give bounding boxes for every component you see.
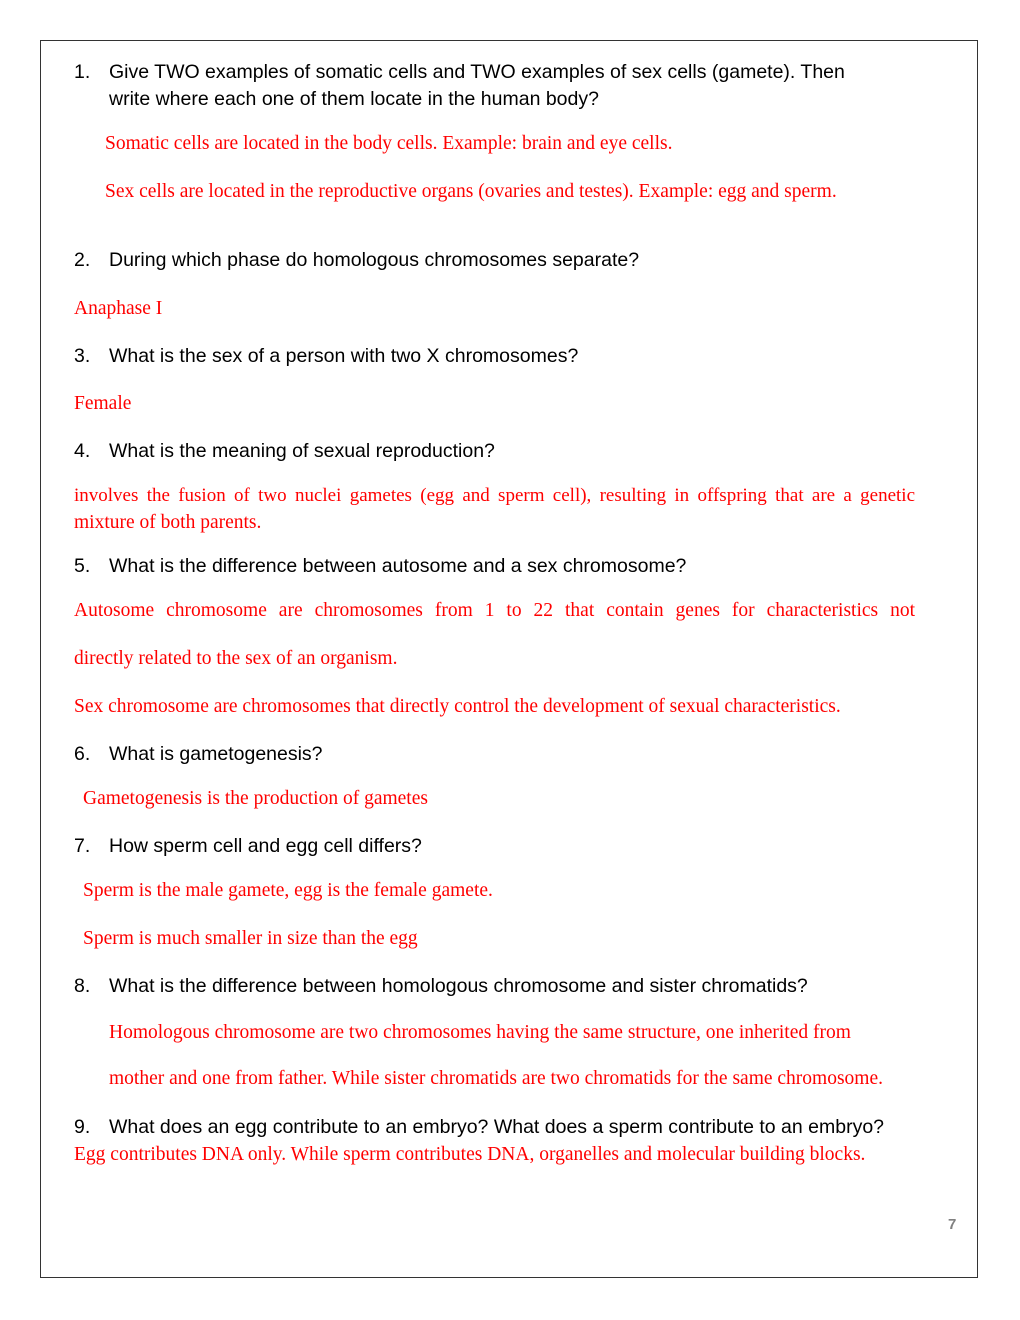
answer-7-line-1: Sperm is the male gamete, egg is the female gamete. [83, 880, 493, 901]
question-5 [74, 553, 687, 580]
answer-4-line-2: mixture of both parents. [74, 512, 262, 533]
question-text: What is gametogenesis? [109, 743, 323, 765]
question-3 [74, 343, 579, 370]
question-text: What is the sex of a person with two X chromosomes? [109, 345, 579, 367]
question-7 [74, 833, 422, 860]
question-text: What is the difference between homologous chromosome and sister chromatids? [109, 975, 808, 997]
answer-7-line-2: Sperm is much smaller in size than the egg [83, 928, 418, 949]
question-number: 7. [74, 835, 91, 857]
answer-1-line-1: Somatic cells are located in the body cells. Example: brain and eye cells. [105, 133, 673, 154]
answer-2: Anaphase I [74, 298, 163, 319]
answer-5-line-3: Sex chromosome are chromosomes that directly control the development of sexual characteristics. [74, 696, 841, 717]
answer-4-line-1: involves the fusion of two nuclei gametes (egg and sperm cell), resulting in offspring that are a genetic [74, 485, 915, 506]
answer-3: Female [74, 393, 132, 414]
page-number: 7 [948, 1216, 957, 1233]
answer-5-line-2: directly related to the sex of an organism. [74, 648, 398, 669]
question-number: 8. [74, 975, 91, 997]
answer-8-line-1: Homologous chromosome are two chromosomes having the same structure, one inherited from [109, 1022, 851, 1043]
question-1 [74, 59, 845, 86]
answer-1-line-2: Sex cells are located in the reproductive organs (ovaries and testes). Example: egg and sperm. [105, 181, 837, 202]
question-number: 5. [74, 555, 91, 577]
question-4 [74, 438, 495, 465]
question-number: 6. [74, 743, 91, 765]
question-text: During which phase do homologous chromosomes separate? [109, 249, 640, 271]
question-8 [74, 973, 808, 1000]
question-number: 4. [74, 440, 91, 462]
answer-5-line-1: Autosome chromosome are chromosomes from 1 to 22 that contain genes for characteristics not [74, 600, 915, 621]
question-number: 2. [74, 249, 91, 271]
answer-8-line-2: mother and one from father. While sister chromatids are two chromatids for the same chromosome. [109, 1068, 883, 1089]
question-number: 9. [74, 1116, 91, 1138]
question-number: 3. [74, 345, 91, 367]
question-9 [74, 1114, 885, 1141]
question-2 [74, 247, 640, 274]
answer-6: Gametogenesis is the production of gametes [83, 788, 428, 809]
question-text: What is the meaning of sexual reproduction? [109, 440, 495, 462]
question-text: What is the difference between autosome and a sex chromosome? [109, 555, 687, 577]
question-text: Give TWO examples of somatic cells and TWO examples of sex cells (gamete). Then [109, 61, 845, 83]
question-text: What does an egg contribute to an embryo? What does a sperm contribute to an embryo? [109, 1116, 885, 1138]
question-text: How sperm cell and egg cell differs? [109, 835, 422, 857]
question-text: write where each one of them locate in the human body? [109, 88, 599, 110]
question-1-line-2 [109, 86, 599, 113]
question-number: 1. [74, 61, 91, 83]
question-6 [74, 741, 323, 768]
answer-9: Egg contributes DNA only. While sperm contributes DNA, organelles and molecular building blocks. [74, 1144, 866, 1165]
